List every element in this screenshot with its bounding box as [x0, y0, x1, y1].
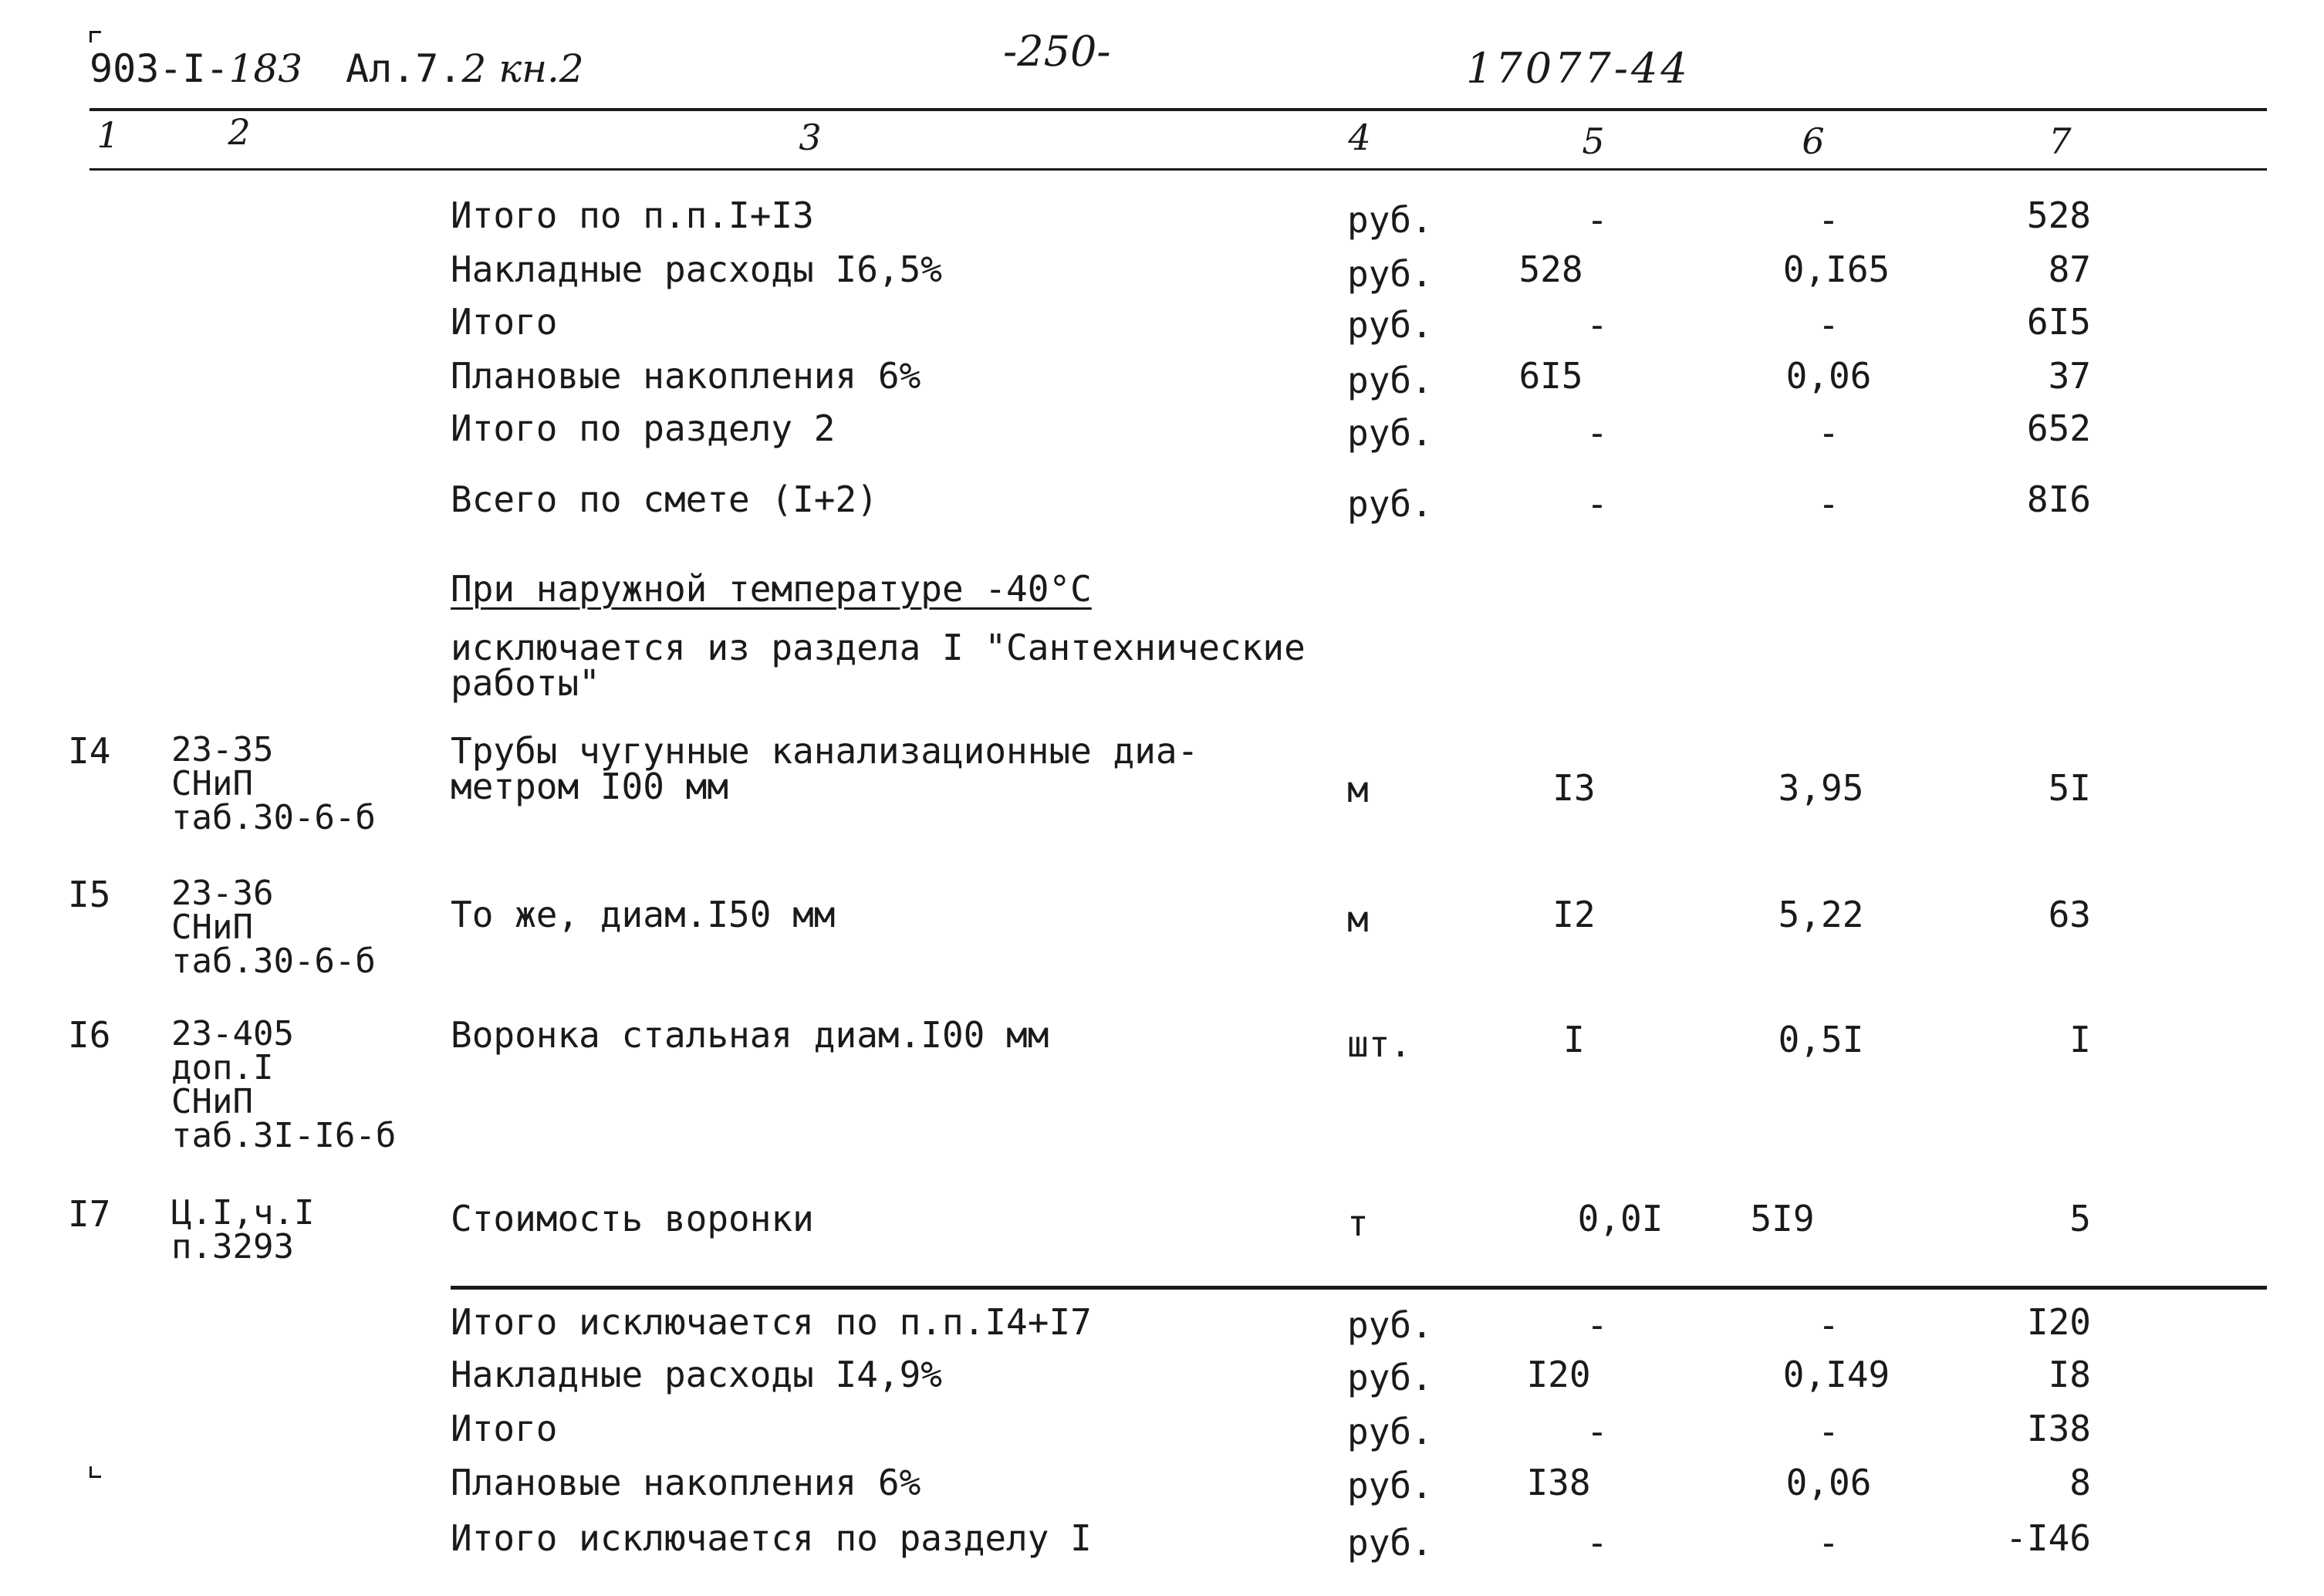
item-row-2-code: 23-405 доп.I СНиП таб.3I-I6-б [171, 1014, 397, 1155]
summary1-row-0-c6: - [1818, 199, 1839, 241]
summary2-row-4-c7: -I46 [2005, 1517, 2091, 1559]
summary2-row-2-c6: - [1818, 1411, 1839, 1452]
corner-mark-bottom [90, 1466, 101, 1478]
item-row-2-text: Воронка стальная диам.I00 мм [451, 1014, 1049, 1056]
summary2-row-3-unit: руб. [1347, 1465, 1433, 1506]
summary2-row-3-c5: I38 [1526, 1462, 1591, 1503]
summary1-row-1-c6: 0,I65 [1782, 249, 1890, 290]
summary1-row-1-c7: 87 [2048, 249, 2091, 290]
summary1-row-3-c5: 6I5 [1518, 355, 1583, 397]
summary1-row-2-c7: 6I5 [2026, 301, 2091, 343]
col-header-4: 4 [1348, 117, 1371, 158]
item-row-2-num: I6 [68, 1014, 111, 1056]
summary1-row-0-unit: руб. [1347, 199, 1433, 241]
summary2-row-2-c5: - [1586, 1411, 1608, 1452]
summary2-row-1-text: Накладные расходы I4,9% [451, 1354, 942, 1395]
item-row-0-c5: I3 [1552, 767, 1596, 809]
item-row-1-c6: 5,22 [1778, 894, 1864, 935]
summary2-row-1-c5: I20 [1526, 1354, 1591, 1395]
item-row-3-text: Стоимость воронки [451, 1198, 814, 1239]
summary1-row-1-c5: 528 [1518, 249, 1583, 290]
item-row-1-code: 23-36 СНиП таб.30-6-б [171, 874, 376, 981]
item-row-1-c5: I2 [1552, 894, 1596, 935]
col-header-3: 3 [799, 117, 822, 158]
col-header-2: 2 [228, 111, 251, 153]
item-row-2-c7: I [2069, 1019, 2091, 1060]
summary1-row-0-c7: 528 [2026, 194, 2091, 236]
item-row-2-unit: шт. [1347, 1023, 1412, 1065]
summary1-row-5-c6: - [1818, 483, 1839, 525]
summary1-row-2-c5: - [1586, 304, 1608, 346]
summary2-row-2-unit: руб. [1347, 1411, 1433, 1452]
summary2-row-1-unit: руб. [1347, 1357, 1433, 1398]
summary1-row-5-unit: руб. [1347, 483, 1433, 525]
item-row-3-num: I7 [68, 1193, 111, 1235]
item-row-0-code: 23-35 СНиП таб.30-6-б [171, 730, 376, 837]
summary2-row-0-unit: руб. [1347, 1304, 1433, 1346]
summary2-row-4-text: Итого исключается по разделу I [451, 1517, 1092, 1559]
summary2-row-0-c7: I20 [2026, 1301, 2091, 1343]
item-row-0-text: Трубы чугунные канализационные диа- метром I00 мм [451, 730, 1199, 807]
section-heading: При наружной температуре -40°С [451, 568, 1092, 610]
doc-code-handwritten: 183 [228, 46, 303, 91]
item-row-2-c5: I [1563, 1019, 1585, 1060]
summary1-row-5-c7: 8I6 [2026, 478, 2091, 520]
summary2-row-4-unit: руб. [1347, 1522, 1433, 1564]
summary1-row-1-text: Накладные расходы I6,5% [451, 249, 942, 290]
summary1-row-4-text: Итого по разделу 2 [451, 407, 836, 449]
item-row-2-c6: 0,5I [1778, 1019, 1864, 1060]
summary2-row-1-c7: I8 [2048, 1354, 2091, 1395]
col-header-1: 1 [96, 114, 120, 156]
summary1-row-3-text: Плановые накопления 6% [451, 355, 921, 397]
item-row-3-c5: 0,0I [1577, 1198, 1664, 1239]
doc-code-prefix: 903-I- [90, 46, 229, 91]
summary1-row-0-text: Итого по п.п.I+I3 [451, 194, 814, 236]
col-header-7: 7 [2049, 120, 2072, 162]
corner-mark-top [90, 31, 101, 42]
header-rule-bottom [90, 168, 2267, 171]
item-row-1-text: То же, диам.I50 мм [451, 894, 836, 935]
header-rule-top [90, 108, 2267, 111]
item-row-0-unit: м [1347, 769, 1369, 810]
summary1-row-4-c6: - [1818, 412, 1839, 454]
page-number: -250- [1003, 27, 1111, 76]
album-handwritten: 2 кн.2 [461, 46, 584, 91]
summary2-row-3-c7: 8 [2069, 1462, 2091, 1503]
summary2-row-0-c5: - [1586, 1304, 1608, 1346]
summary1-row-5-text: Всего по смете (I+2) [451, 478, 878, 520]
summary2-row-0-text: Итого исключается по п.п.I4+I7 [451, 1301, 1092, 1343]
summary1-row-0-c5: - [1586, 199, 1608, 241]
item-row-3-c6: 5I9 [1750, 1198, 1815, 1239]
item-row-0-c6: 3,95 [1778, 767, 1864, 809]
summary1-row-3-unit: руб. [1347, 360, 1433, 401]
summary1-row-5-c5: - [1586, 483, 1608, 525]
item-row-1-unit: м [1347, 898, 1369, 940]
summary1-row-4-c7: 652 [2026, 407, 2091, 449]
item-row-3-c7: 5 [2069, 1198, 2091, 1239]
summary1-row-2-text: Итого [451, 301, 558, 343]
summary2-rule [451, 1286, 2267, 1290]
summary1-row-2-unit: руб. [1347, 304, 1433, 346]
summary2-row-0-c6: - [1818, 1304, 1839, 1346]
section-subheading: исключается из раздела I "Сантехнические работы" [451, 627, 1306, 704]
summary1-row-4-unit: руб. [1347, 412, 1433, 454]
summary2-row-3-c6: 0,06 [1785, 1462, 1872, 1503]
col-header-5: 5 [1582, 120, 1605, 162]
summary2-row-2-text: Итого [451, 1408, 558, 1449]
summary2-row-3-text: Плановые накопления 6% [451, 1462, 921, 1503]
item-row-0-num: I4 [68, 730, 111, 772]
summary1-row-4-c5: - [1586, 412, 1608, 454]
item-row-1-c7: 63 [2048, 894, 2091, 935]
item-row-3-code: Ц.I,ч.I п.3293 [171, 1193, 315, 1266]
item-row-3-unit: т [1347, 1202, 1369, 1244]
album-prefix: Ал.7. [346, 46, 462, 91]
summary1-row-3-c6: 0,06 [1785, 355, 1872, 397]
summary2-row-1-c6: 0,I49 [1782, 1354, 1890, 1395]
album-code [346, 46, 584, 91]
item-row-0-c7: 5I [2048, 767, 2091, 809]
summary1-row-3-c7: 37 [2048, 355, 2091, 397]
summary2-row-2-c7: I38 [2026, 1408, 2091, 1449]
doc-code [90, 46, 303, 91]
summary2-row-4-c5: - [1586, 1522, 1608, 1564]
col-header-6: 6 [1802, 120, 1825, 162]
doc-number: 17077-44 [1466, 44, 1691, 93]
summary2-row-4-c6: - [1818, 1522, 1839, 1564]
item-row-1-num: I5 [68, 874, 111, 915]
summary1-row-1-unit: руб. [1347, 253, 1433, 295]
summary1-row-2-c6: - [1818, 304, 1839, 346]
